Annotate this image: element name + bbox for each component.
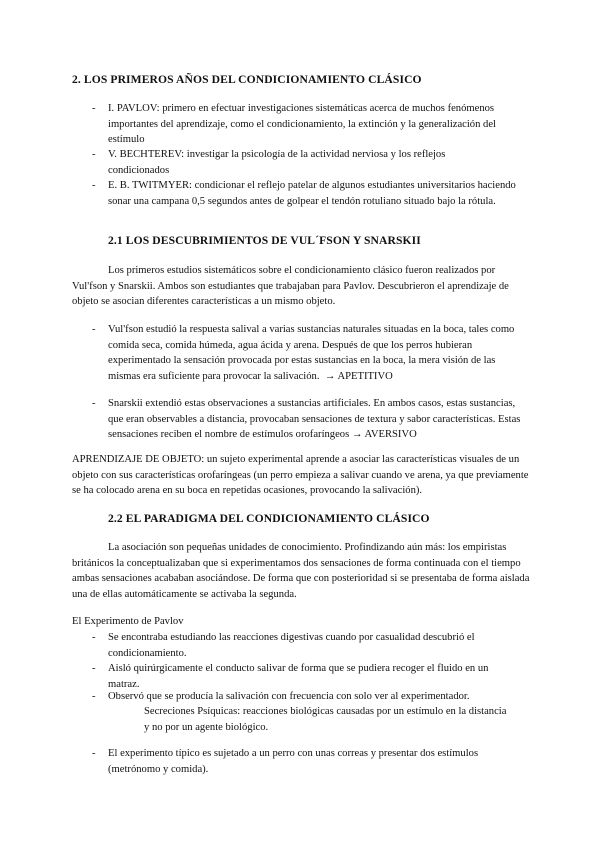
list-dash: - — [92, 632, 96, 643]
experiment-subheading: El Experimento de Pavlov — [72, 616, 184, 627]
snarskii-text: Snarskii extendió estas observaciones a sustancias artificiales. En ambos casos, estas sustancias, que eran observables a distancia, provocaban sensaciones de textura y sabor características. Estas sensaciones reciben el nombre de estímulos orofaríngeos — [108, 398, 521, 440]
list-dash: - — [92, 748, 96, 759]
list-dash: - — [92, 103, 96, 114]
list-dash: - — [92, 663, 96, 674]
list-dash: - — [92, 324, 96, 335]
list-item-bechterev: V. BECHTEREV: investigar la psicología de la actividad nerviosa y los reflejos condicionados — [108, 149, 446, 176]
section-heading: 2. LOS PRIMEROS AÑOS DEL CONDICIONAMIENTO CLÁSICO — [72, 73, 422, 86]
vulfson-text: Vul'fson estudió la respuesta salival a varias sustancias naturales situadas en la boca, tales como comida seca, comida húmeda, agua ácida y arena. Después de que los perros hubieran experimentado la sensación provocada por estas sustancias en la boca, la mera visión de las mismas era suficiente para provocar la salivación. — [108, 324, 515, 382]
list-item-typical-experiment: El experimento típico es sujetado a un perro con unas correas y presentar dos estímulos (metrónomo y comida). — [108, 748, 479, 775]
appetitive-tag: → APETITIVO — [324, 370, 393, 382]
list-item-snarskii — [108, 396, 528, 443]
subsection-heading: 2.1 LOS DESCUBRIMIENTOS DE VUL´FSON Y SNARSKII — [108, 234, 421, 247]
list-item-pavlov: I. PAVLOV: primero en efectuar investigaciones sistemáticas acerca de muchos fenómenos importantes del aprendizaje, como el condicionamiento, la extinción y la generalización del estímulo — [108, 103, 496, 145]
list-item-digestive: Se encontraba estudiando las reacciones digestivas cuando por casualidad descubrió el condicionamiento. — [108, 632, 475, 659]
list-item-twitmyer: E. B. TWITMYER: condicionar el reflejo patelar de algunos estudiantes universitarios haciendo sonar una campana 0,5 segundos antes de golpear el tendón rotuliano situado bajo la rótula. — [108, 180, 516, 207]
list-dash: - — [92, 691, 96, 702]
list-item-observation: Observó que se producía la salivación con frecuencia con solo ver al experimentador. — [108, 691, 470, 702]
psychic-secretions-note: Secreciones Psíquicas: reacciones biológicas causadas por un estímulo en la distancia y no por un agente biológico. — [144, 706, 507, 733]
subsection-heading: 2.2 EL PARADIGMA DEL CONDICIONAMIENTO CLÁSICO — [108, 512, 430, 525]
intro-paragraph: Los primeros estudios sistemáticos sobre el condicionamiento clásico fueron realizados por Vul'fson y Snarskii. Ambos son estudiantes que trabajaban para Pavlov. Descubrieron el aprendizaje de objeto se asocian diferentes características a un mismo objeto. — [72, 265, 509, 307]
list-item-isolation: Aisló quirúrgicamente el conducto salivar de forma que se pudiera recoger el fluido en un matraz. — [108, 663, 489, 690]
association-paragraph: La asociación son pequeñas unidades de conocimiento. Profindizando aún más: los empiristas británicos la conceptualizaban que si experimentamos dos sensaciones de forma continuada con el tiempo ambas sensaciones acababan asociándose. De forma que con posterioridad si se presentaba de forma aislada una de ellas automáticamente se activaba la segunda. — [72, 542, 530, 600]
definition-paragraph: APRENDIZAJE DE OBJETO: un sujeto experimental aprende a asociar las características visuales de un objeto con sus características orofaríngeas (un perro empieza a salivar cuando ve arena, ya que previamente se ha colocado arena en su boca en repetidas ocasiones, provocando la salivación). — [72, 454, 529, 496]
list-dash: - — [92, 180, 96, 191]
list-dash: - — [92, 149, 96, 160]
list-dash: - — [92, 398, 96, 409]
aversive-tag: → AVERSIVO — [351, 429, 417, 440]
list-item-vulfson — [108, 322, 528, 384]
